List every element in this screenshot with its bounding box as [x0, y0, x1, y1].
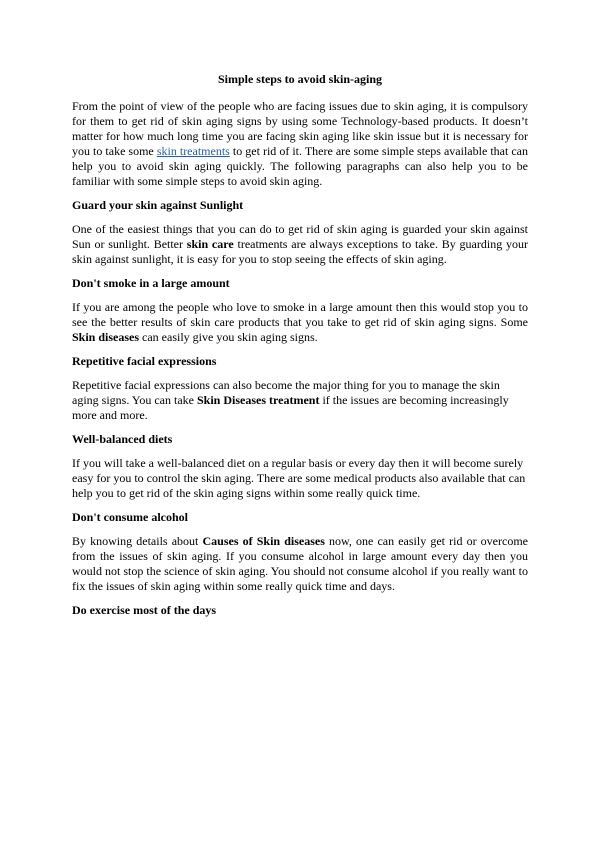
section-heading-sunlight: Guard your skin against Sunlight [72, 198, 244, 212]
paragraph-text: can easily give you skin aging signs. [139, 330, 318, 344]
section-heading-facial: Repetitive facial expressions [72, 354, 217, 368]
section-heading-smoke: Don't smoke in a large amount [72, 276, 230, 290]
paragraph-text: If you are among the people who love to smoke in a large amount then this would stop you to see the better results of skin care products that you take to get rid of skin aging signs. Some [72, 300, 528, 329]
section-paragraph-facial [72, 378, 528, 423]
paragraph-text: By knowing details about [72, 534, 203, 548]
bold-term: Causes of Skin diseases [202, 534, 325, 548]
bold-term: Skin Diseases treatment [197, 393, 320, 407]
section-paragraph-diets: If you will take a well-balanced diet on a regular basis or every day then it will become surely easy for you to control the skin aging. There are some medical products also available that can help you to get rid of the skin aging signs within some really quick time. [72, 456, 526, 500]
section-paragraph-smoke [72, 300, 528, 345]
intro-paragraph [72, 99, 528, 189]
section-paragraph-alcohol [72, 534, 528, 594]
section-heading-exercise: Do exercise most of the days [72, 603, 217, 617]
section-heading-alcohol: Don't consume alcohol [72, 510, 189, 524]
bold-term: skin care [186, 237, 234, 251]
document-title: Simple steps to avoid skin-aging [217, 72, 383, 86]
intro-text-2: to get rid of it. There are some simple steps available that can help you to avoid skin aging quickly. The following paragraphs can also help you to be familiar with some simple steps to avoid skin aging. [72, 144, 529, 188]
paragraph-text: if the issues are becoming increasingly more and more. [72, 393, 509, 422]
paragraph-text: now, one can easily get rid or overcome from the issues of skin aging. If you consume alcohol in large amount every day then you would not stop the science of skin aging. You should not consume alcohol if you really want to fix the issues of skin aging within some really quick time and days. [72, 534, 528, 593]
skin-treatments-link[interactable]: skin treatments [156, 144, 230, 158]
paragraph-text: One of the easiest things that you can do to get rid of skin aging is guarded your skin against Sun or sunlight. Better [72, 222, 528, 251]
bold-term: Skin diseases [72, 330, 140, 344]
intro-text-1: From the point of view of the people who are facing issues due to skin aging, it is compulsory for them to get rid of skin aging signs by using some Technology-based products. It doesn’t matter for how much long time you are facing skin aging like skin issue but it is necessary for you to take some [72, 99, 528, 158]
paragraph-text: treatments are always exceptions to take. By guarding your skin against sunlight, it is easy for you to stop seeing the effects of skin aging. [72, 237, 528, 266]
section-heading-diets: Well-balanced diets [72, 432, 173, 446]
paragraph-text: Repetitive facial expressions can also become the major thing for you to manage the skin aging signs. You can take [72, 378, 500, 407]
section-paragraph-sunlight [72, 222, 528, 267]
